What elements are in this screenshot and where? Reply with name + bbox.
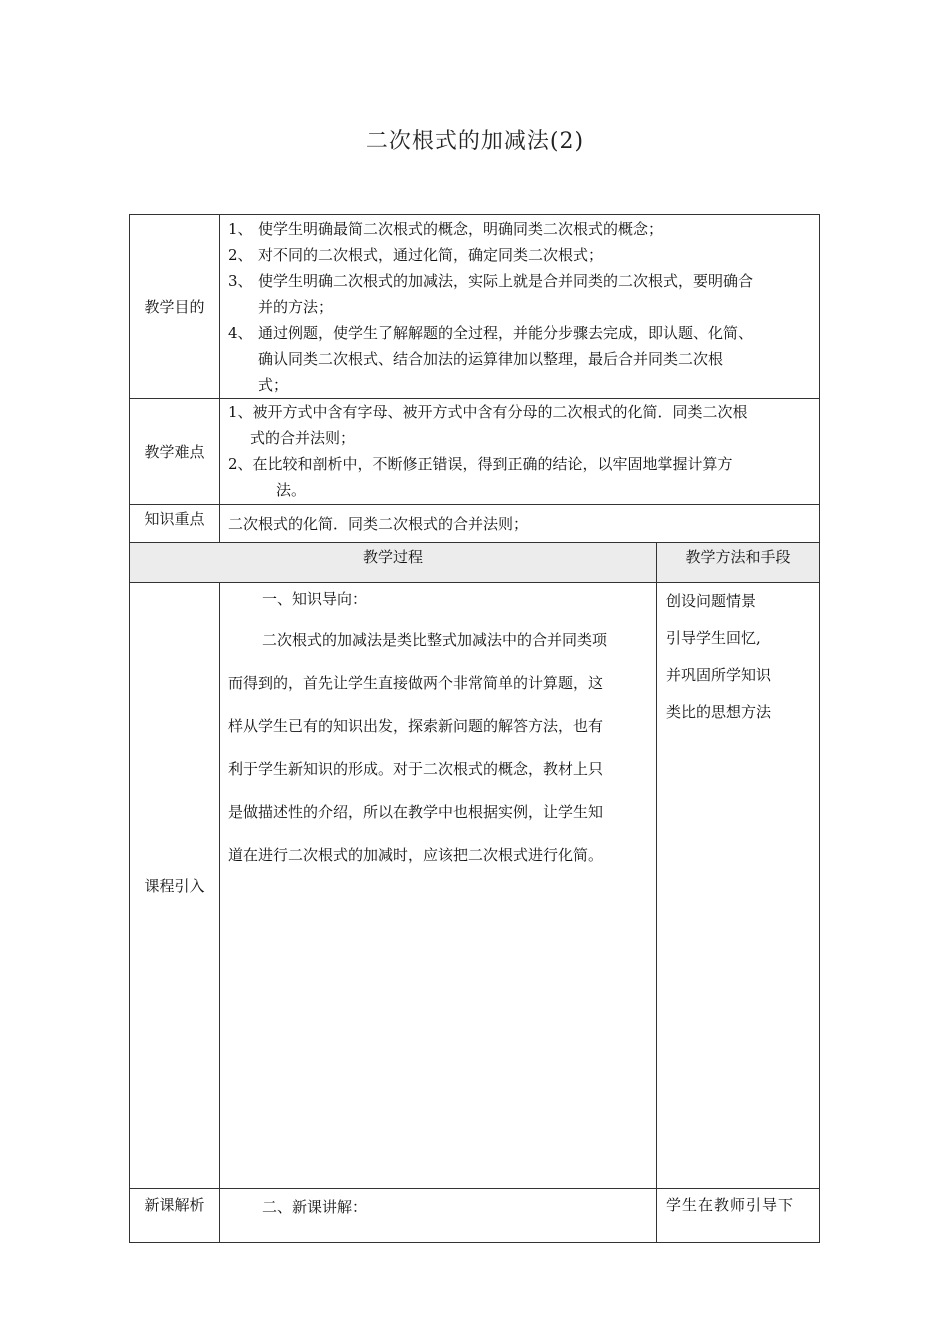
method-item: 并巩固所学知识: [666, 666, 772, 684]
process-header: 教学过程: [362, 548, 423, 566]
method-item: 引导学生回忆,: [666, 629, 761, 647]
keypoint-label: 知识重点: [144, 510, 205, 528]
goal-item: 4、 通过例题，使学生了解解题的全过程，并能分步骤去完成，即认题、化简、: [228, 324, 754, 342]
method-item: 类比的思想方法: [666, 703, 772, 721]
intro-heading: 一、知识导向：: [262, 590, 368, 608]
new-lesson-label: 新课解析: [144, 1196, 205, 1214]
goal-item: 2、 对不同的二次根式，通过化简，确定同类二次根式；: [228, 246, 604, 264]
intro-methods: [666, 583, 816, 731]
intro-paragraph: 二次根式的加减法是类比整式加减法中的合并同类项 而得到的，首先让学生直接做两个非常简单的计算题，这 样从学生已有的知识出发，探索新问题的解答方法，也有 利于学生新知识的形成。对于二次根式的概念，教材上只 是做描述性的介绍，所以在教学中也根据实例，让学生知 道在进行二次根式的加减时，应该把二次根式进行化简。: [228, 631, 608, 864]
difficulty-label: 教学难点: [144, 443, 205, 461]
goal-item: 1、 使学生明确最简二次根式的概念，明确同类二次根式的概念；: [228, 220, 664, 238]
goal-item: 3、 使学生明确二次根式的加减法，实际上就是合并同类的二次根式，要明确合: [228, 272, 754, 290]
goals-list: [228, 215, 818, 398]
method-item: 创设问题情景: [666, 592, 757, 610]
intro-label: 课程引入: [144, 877, 205, 895]
difficulty-item: 2、在比较和剖析中，不断修正错误，得到正确的结论，以牢固地掌握计算方: [228, 455, 733, 473]
goals-label: 教学目的: [144, 298, 205, 316]
page-title: 二次根式的加减法(2): [365, 129, 585, 154]
goal-item-cont: 并的方法；: [258, 298, 334, 316]
intro-content: [228, 583, 652, 877]
difficulty-item-cont: 法。: [276, 481, 307, 499]
keypoint-text: 二次根式的化简．同类二次根式的合并法则；: [228, 515, 529, 533]
goal-item-cont: 确认同类二次根式、结合加法的运算律加以整理，最后合并同类二次根: [258, 350, 724, 368]
difficulty-item: 1、被开方式中含有字母、被开方式中含有分母的二次根式的化简．同类二次根: [228, 403, 748, 421]
difficulty-list: [228, 399, 818, 503]
lesson-table: [129, 214, 820, 1243]
new-lesson-heading: 二、新课讲解：: [262, 1198, 368, 1216]
method-header: 教学方法和手段: [685, 548, 791, 566]
goal-item-cont: 式；: [258, 376, 289, 394]
difficulty-item-cont: 式的合并法则；: [250, 429, 356, 447]
new-lesson-method: 学生在教师引导下: [666, 1196, 795, 1214]
